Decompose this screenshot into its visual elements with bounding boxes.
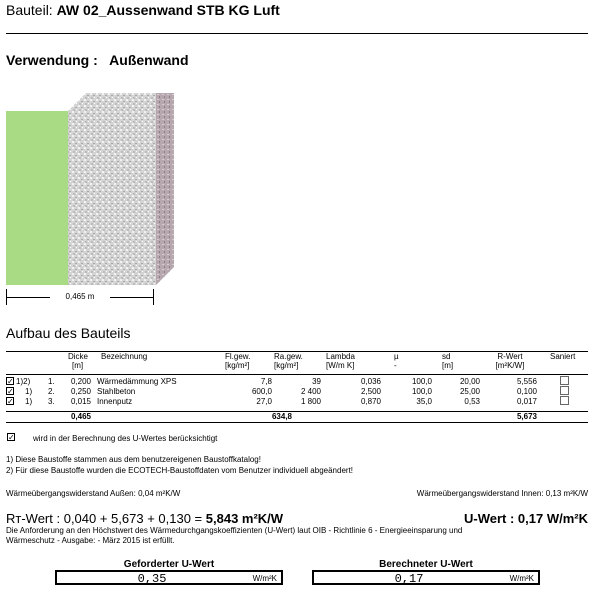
row-dicke: 0,250: [70, 387, 91, 396]
row-ragew: 39: [312, 377, 321, 386]
compliance-line-1: Die Anforderung an den Höchstwert des Wärmedurchgangskoeffizienten (U-Wert) laut OIB - Richtlinie 6 - Energieeinsparung und: [6, 526, 463, 535]
component-label: Bauteil:: [6, 2, 53, 18]
component-name: AW 02_Aussenwand STB KG Luft: [56, 2, 280, 18]
col-saniert: Saniert: [550, 352, 576, 361]
row-lambda: 0,870: [360, 397, 381, 406]
legend-checkbox: ✓: [8, 433, 15, 442]
resistance-outside: Wärmeübergangswiderstand Außen: 0,04 m²K/W: [6, 489, 181, 498]
usage-label: Verwendung :: [6, 52, 98, 68]
compliance-line-2: Wärmeschutz - Ausgabe: - März 2015 ist erfüllt.: [6, 536, 175, 545]
rt-formula: Rт-Wert : 0,040 + 5,673 + 0,130 =: [6, 511, 206, 526]
wall-section-image: [6, 93, 174, 285]
total-ragew: 634,8: [271, 412, 292, 421]
row-dicke: 0,015: [70, 397, 91, 406]
row-note: 1): [25, 397, 33, 406]
row-mu: 100,0: [411, 387, 432, 396]
row-flgew: 7,8: [260, 377, 272, 386]
rt-value: [6, 511, 283, 526]
row-rwert: 0,100: [516, 387, 537, 396]
rt-result: 5,843 m²K/W: [205, 511, 284, 526]
required-u-unit: W/m²K: [252, 574, 277, 583]
col-rwert: R-Wert [m²K/W]: [495, 352, 525, 370]
row-include-checkbox[interactable]: ✓: [7, 377, 14, 386]
row-saniert-checkbox[interactable]: [560, 396, 569, 405]
component-title: [6, 2, 280, 18]
row-include-checkbox[interactable]: ✓: [7, 397, 14, 406]
col-mu: µ -: [394, 352, 399, 370]
row-note: 1): [25, 387, 33, 396]
table-header-line: [6, 374, 588, 375]
col-dicke: Dicke [m]: [67, 352, 88, 370]
wall-layer-concrete: [68, 93, 156, 285]
required-u-title: Geforderter U-Wert: [123, 559, 215, 570]
thickness-label: 0,465 m: [50, 292, 110, 301]
col-bezeichnung: Bezeichnung: [101, 352, 148, 361]
row-mu: 100,0: [411, 377, 432, 386]
row-sd: 20,00: [459, 377, 480, 386]
row-lambda: 0,036: [360, 377, 381, 386]
usage: [6, 52, 189, 68]
row-nr: 2.: [48, 387, 55, 396]
row-rwert: 5,556: [516, 377, 537, 386]
row-flgew: 27,0: [256, 397, 272, 406]
row-bezeichnung: Stahlbeton: [97, 387, 136, 396]
col-sd: sd [m]: [442, 352, 454, 370]
row-flgew: 600,0: [251, 387, 272, 396]
row-note: 1)2): [16, 377, 31, 386]
legend-text: wird in der Berechnung des U-Wertes berücksichtigt: [33, 434, 218, 443]
row-ragew: 1 800: [300, 397, 321, 406]
calculated-u-unit: W/m²K: [509, 574, 534, 583]
footnote-1: 1) Diese Baustoffe stammen aus dem benutzereigenen Baustoffkatalog!: [6, 455, 261, 464]
required-u-box: [55, 570, 283, 585]
col-flgew: Fl.gew. [kg/m²]: [225, 352, 251, 370]
total-rwert: 5,673: [516, 412, 537, 421]
footnote-2: 2) Für diese Baustoffe wurden die ECOTECH-Baustoffdaten vom Benutzer individuell abgeändert!: [6, 466, 354, 475]
row-sd: 0,53: [464, 397, 480, 406]
row-nr: 3.: [48, 397, 55, 406]
calculated-u-value: 0,17: [394, 572, 424, 586]
calculated-u-box: [312, 570, 540, 585]
section-title: Aufbau des Bauteils: [6, 325, 131, 341]
row-dicke: 0,200: [70, 377, 91, 386]
table-bottom-line: [6, 422, 588, 423]
calculated-u-title: Berechneter U-Wert: [379, 559, 473, 570]
col-ragew: Ra.gew. [kg/m²]: [274, 352, 303, 370]
usage-value: Außenwand: [109, 52, 189, 68]
row-lambda: 2,500: [360, 387, 381, 396]
required-u-value: 0,35: [137, 572, 167, 586]
resistance-inside: Wärmeübergangswiderstand Innen: 0,13 m²K/W: [416, 489, 588, 498]
row-sd: 25,00: [459, 387, 480, 396]
row-saniert-checkbox[interactable]: [560, 376, 569, 385]
total-dicke: 0,465: [70, 412, 91, 421]
u-value: U-Wert : 0,17 W/m²K: [464, 511, 588, 526]
wall-layer-insulation: [6, 111, 68, 285]
row-include-checkbox[interactable]: ✓: [7, 387, 14, 396]
dimension-tick-right: [153, 289, 154, 305]
row-saniert-checkbox[interactable]: [560, 386, 569, 395]
wall-layer-side: [156, 93, 174, 285]
divider: [6, 33, 588, 34]
row-bezeichnung: Innenputz: [97, 397, 133, 406]
row-rwert: 0,017: [516, 397, 537, 406]
row-nr: 1.: [48, 377, 55, 386]
row-ragew: 2 400: [300, 387, 321, 396]
row-bezeichnung: Wärmedämmung XPS: [97, 377, 177, 386]
row-mu: 35,0: [416, 397, 432, 406]
col-lambda: Lambda [W/m K]: [326, 352, 355, 370]
